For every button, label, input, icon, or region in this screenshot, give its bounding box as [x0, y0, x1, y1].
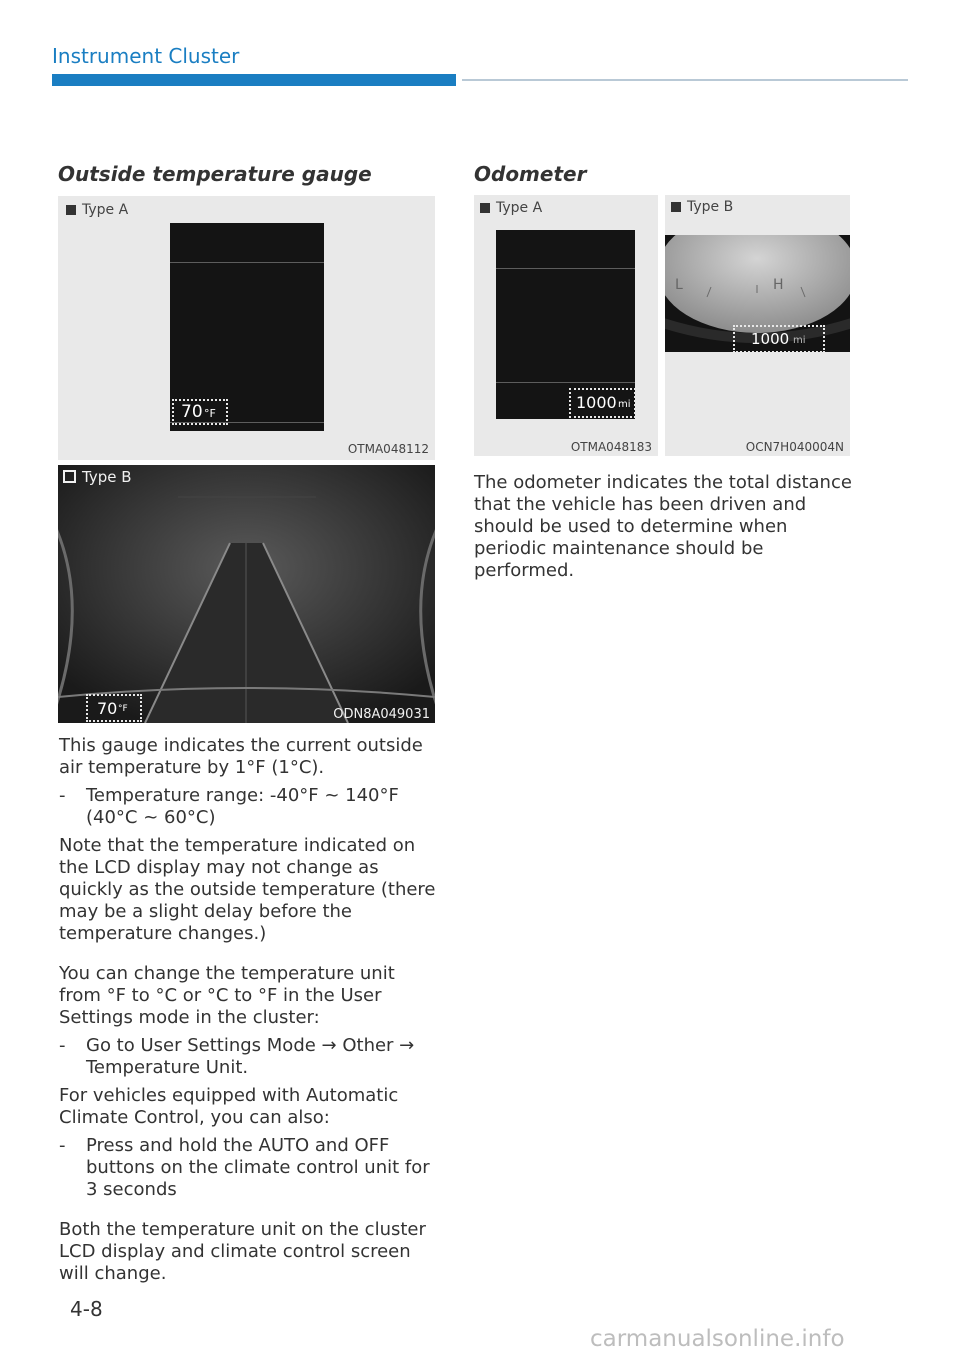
section-header-title: Instrument Cluster [52, 44, 240, 68]
figure-type-label: Type A [480, 200, 542, 216]
odometer-description [474, 472, 854, 582]
bullet-item: - Go to User Settings Mode → Other → Temperature Unit. [59, 1035, 415, 1078]
odometer-readout: 1000 mi [733, 325, 825, 352]
figure-code: OTMA048183 [570, 440, 652, 454]
temperature-readout: 70 °F [86, 694, 142, 722]
figure-type-label: Type A [66, 202, 128, 218]
temperature-figure-type-a [58, 196, 435, 460]
temperature-figure-type-b [58, 465, 435, 723]
cluster-road-graphic [58, 465, 435, 723]
cluster-lcd-display [170, 223, 324, 431]
watermark: carmanualsonline.info [590, 1326, 845, 1352]
paragraph: Note that the temperature indicated on the LCD display may not change as quickly as the outside temperature (there may be a slight delay before the temperature changes.) [59, 835, 436, 944]
header-accent-bar [52, 74, 456, 86]
outside-temperature-title: Outside temperature gauge [58, 162, 372, 186]
header-divider-line [462, 79, 908, 81]
figure-code: ODN8A049031 [333, 707, 430, 722]
odometer-figure-type-a [474, 195, 658, 456]
paragraph: For vehicles equipped with Automatic Climate Control, you can also: [59, 1085, 399, 1128]
gauge-high-label: H [773, 277, 784, 293]
figure-code: OCN7H040004N [745, 440, 844, 454]
figure-type-label: Type B [671, 199, 733, 215]
figure-type-label: Type B [63, 468, 132, 486]
gauge-cluster-image [665, 235, 850, 352]
figure-code: OTMA048112 [347, 442, 429, 456]
page-number: 4-8 [70, 1297, 103, 1321]
gauge-low-label: L [675, 277, 683, 293]
paragraph: This gauge indicates the current outside air temperature by 1°F (1°C). [59, 735, 423, 778]
paragraph: You can change the temperature unit from °F to °C or °C to °F in the User Settings mode in the cluster: [59, 963, 395, 1028]
bullet-item: - Press and hold the AUTO and OFF buttons on the climate control unit for 3 seconds [59, 1135, 430, 1200]
odometer-readout: 1000 mi [569, 388, 636, 418]
temperature-readout: 70 °F [172, 399, 228, 425]
cluster-lcd-display [496, 230, 635, 419]
temperature-description [59, 735, 439, 1285]
odometer-title: Odometer [474, 162, 587, 186]
paragraph: The odometer indicates the total distance that the vehicle has been driven and should be used to determine when periodic maintenance should be performed. [474, 472, 852, 581]
bullet-item: - Temperature range: -40°F ~ 140°F (40°C ~ 60°C) [59, 785, 399, 828]
paragraph: Both the temperature unit on the cluster LCD display and climate control screen will change. [59, 1219, 426, 1284]
odometer-figure-type-b [665, 195, 850, 456]
